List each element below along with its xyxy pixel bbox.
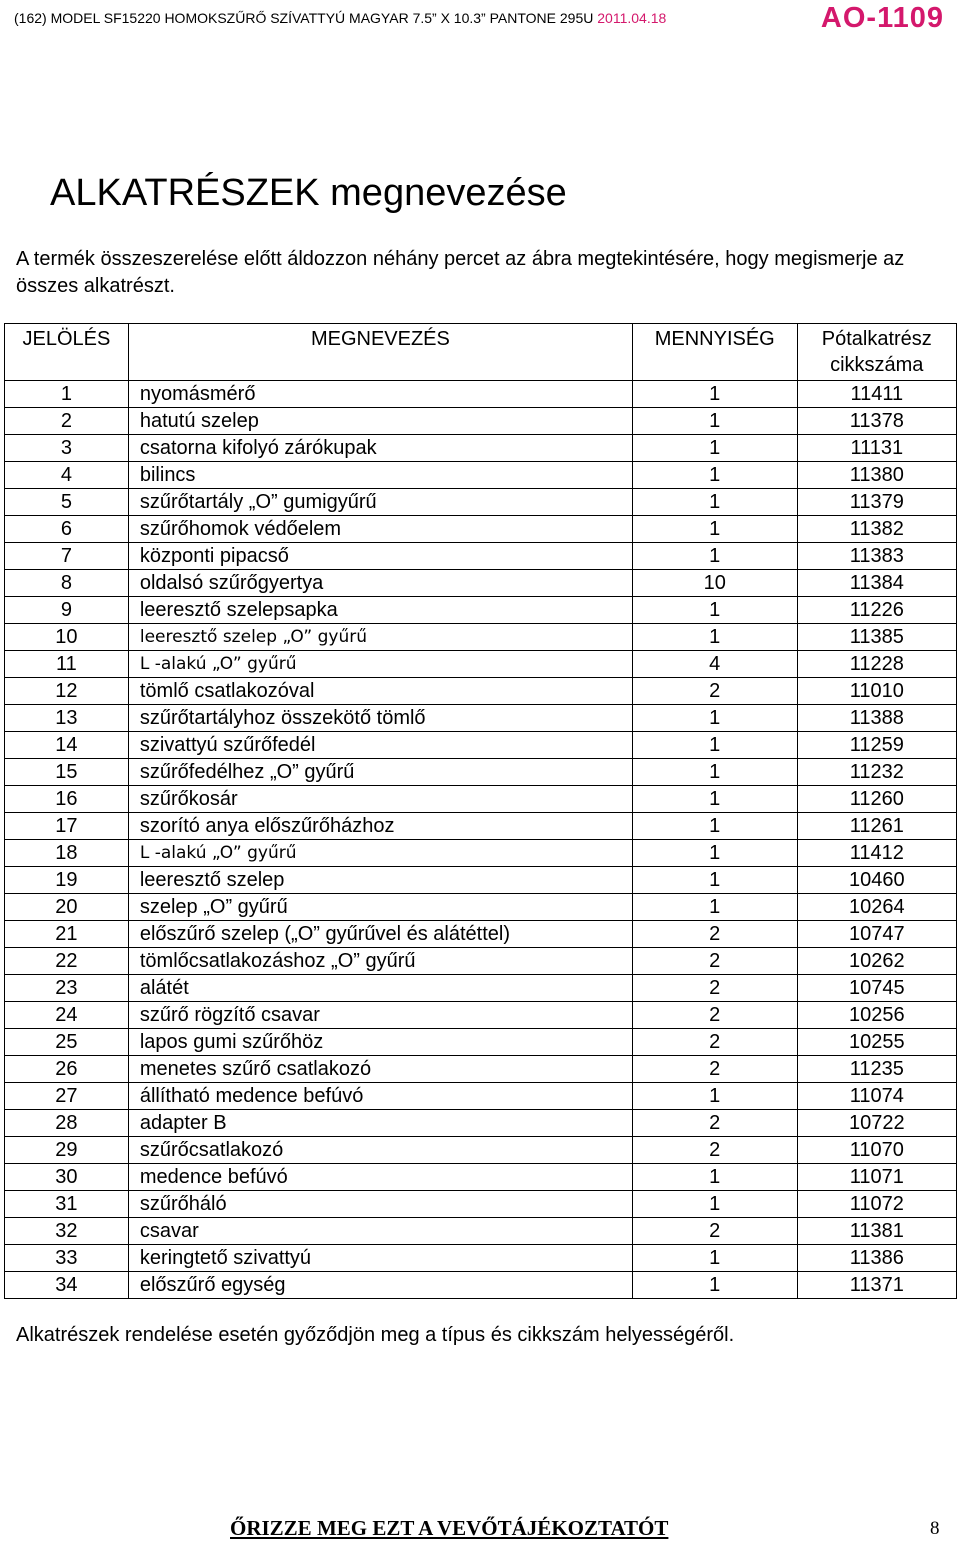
header-part-line1: Pótalkatrész [821, 328, 932, 350]
row-part-number: 11411 [797, 381, 956, 408]
table-row [5, 435, 957, 462]
footer-note: Alkatrészek rendelése esetén győződjön meg a típus és cikkszám helyességéről. [16, 1324, 735, 1346]
row-name: leeresztő szelep „O” gyűrű [128, 624, 632, 651]
row-qty: 1 [632, 705, 797, 732]
row-part-number: 10262 [797, 948, 956, 975]
row-qty: 2 [632, 1137, 797, 1164]
row-qty: 1 [632, 489, 797, 516]
row-part-number: 11384 [797, 570, 956, 597]
header-part-line2: cikkszáma [830, 354, 924, 376]
row-mark: 32 [5, 1218, 129, 1245]
row-part-number: 10255 [797, 1029, 956, 1056]
row-mark: 9 [5, 597, 129, 624]
row-mark: 19 [5, 867, 129, 894]
row-qty: 1 [632, 1083, 797, 1110]
row-name: előszűrő egység [128, 1272, 632, 1299]
table-row [5, 1110, 957, 1137]
row-qty: 1 [632, 894, 797, 921]
row-part-number: 11260 [797, 786, 956, 813]
row-name: csavar [128, 1218, 632, 1245]
row-qty: 1 [632, 381, 797, 408]
row-name: adapter B [128, 1110, 632, 1137]
table-row [5, 705, 957, 732]
row-qty: 4 [632, 651, 797, 678]
row-mark: 34 [5, 1272, 129, 1299]
row-qty: 1 [632, 732, 797, 759]
document-code: AO-1109 [820, 2, 944, 34]
table-row [5, 462, 957, 489]
row-name: szűrőcsatlakozó [128, 1137, 632, 1164]
row-name: szivattyú szűrőfedél [128, 732, 632, 759]
row-mark: 23 [5, 975, 129, 1002]
row-qty: 1 [632, 516, 797, 543]
row-part-number: 11072 [797, 1191, 956, 1218]
row-part-number: 11386 [797, 1245, 956, 1272]
row-qty: 2 [632, 1056, 797, 1083]
row-name: L -alakú „O” gyűrű [128, 651, 632, 678]
table-row [5, 516, 957, 543]
row-mark: 7 [5, 543, 129, 570]
row-qty: 1 [632, 624, 797, 651]
header-model-text: (162) MODEL SF15220 HOMOKSZŰRŐ SZÍVATTYÚ MAGYAR 7.5” X 10.3” PANTONE 295U [14, 10, 598, 26]
row-part-number: 11371 [797, 1272, 956, 1299]
row-name: tömlő csatlakozóval [128, 678, 632, 705]
row-qty: 1 [632, 813, 797, 840]
row-name: szűrőhomok védőelem [128, 516, 632, 543]
table-row [5, 678, 957, 705]
row-part-number: 11412 [797, 840, 956, 867]
table-row [5, 975, 957, 1002]
row-part-number: 11261 [797, 813, 956, 840]
row-mark: 11 [5, 651, 129, 678]
table-row [5, 813, 957, 840]
row-mark: 28 [5, 1110, 129, 1137]
keep-this-notice: ŐRIZZE MEG EZT A VEVŐTÁJÉKOZTATÓT [230, 1516, 669, 1540]
table-row [5, 570, 957, 597]
row-mark: 6 [5, 516, 129, 543]
row-part-number: 11385 [797, 624, 956, 651]
table-row [5, 624, 957, 651]
row-mark: 31 [5, 1191, 129, 1218]
row-part-number: 11071 [797, 1164, 956, 1191]
row-mark: 24 [5, 1002, 129, 1029]
table-row [5, 1191, 957, 1218]
row-qty: 1 [632, 543, 797, 570]
row-name: előszűrő szelep („O” gyűrűvel és alátéttel) [128, 921, 632, 948]
row-part-number: 11378 [797, 408, 956, 435]
row-part-number: 11070 [797, 1137, 956, 1164]
row-mark: 17 [5, 813, 129, 840]
row-mark: 10 [5, 624, 129, 651]
table-row [5, 1029, 957, 1056]
row-name: bilincs [128, 462, 632, 489]
row-qty: 1 [632, 840, 797, 867]
table-row [5, 597, 957, 624]
header-part-number [797, 324, 956, 381]
row-qty: 1 [632, 408, 797, 435]
row-qty: 1 [632, 867, 797, 894]
row-name: keringtető szivattyú [128, 1245, 632, 1272]
row-qty: 1 [632, 1272, 797, 1299]
header-name: MEGNEVEZÉS [128, 324, 632, 381]
row-qty: 2 [632, 1218, 797, 1245]
table-row [5, 1272, 957, 1299]
row-part-number: 11226 [797, 597, 956, 624]
row-part-number: 11131 [797, 435, 956, 462]
row-name: leeresztő szelepsapka [128, 597, 632, 624]
row-name: tömlőcsatlakozáshoz „O” gyűrű [128, 948, 632, 975]
row-name: szűrőfedélhez „O” gyűrű [128, 759, 632, 786]
row-qty: 10 [632, 570, 797, 597]
row-name: menetes szűrő csatlakozó [128, 1056, 632, 1083]
page-header [14, 2, 944, 34]
table-row [5, 732, 957, 759]
row-name: lapos gumi szűrőhöz [128, 1029, 632, 1056]
row-mark: 13 [5, 705, 129, 732]
header-mark: JELÖLÉS [5, 324, 129, 381]
row-name: szelep „O” gyűrű [128, 894, 632, 921]
table-row [5, 489, 957, 516]
table-row [5, 1002, 957, 1029]
table-row [5, 921, 957, 948]
row-mark: 33 [5, 1245, 129, 1272]
row-part-number: 11074 [797, 1083, 956, 1110]
row-mark: 12 [5, 678, 129, 705]
row-name: szűrő rögzítő csavar [128, 1002, 632, 1029]
table-row [5, 948, 957, 975]
table-row [5, 651, 957, 678]
row-qty: 2 [632, 678, 797, 705]
row-name: nyomásmérő [128, 381, 632, 408]
row-mark: 18 [5, 840, 129, 867]
row-name: szorító anya előszűrőházhoz [128, 813, 632, 840]
table-header-row [5, 324, 957, 381]
page-number: 8 [930, 1518, 940, 1539]
row-mark: 1 [5, 381, 129, 408]
row-mark: 30 [5, 1164, 129, 1191]
parts-table [4, 323, 957, 1299]
row-mark: 25 [5, 1029, 129, 1056]
row-qty: 1 [632, 462, 797, 489]
intro-paragraph: A termék összeszerelése előtt áldozzon néhány percet az ábra megtekintésére, hogy megismerje az összes alkatrészt. [16, 248, 905, 297]
row-part-number: 10745 [797, 975, 956, 1002]
row-qty: 1 [632, 597, 797, 624]
table-row [5, 867, 957, 894]
row-mark: 15 [5, 759, 129, 786]
header-qty: MENNYISÉG [632, 324, 797, 381]
row-mark: 8 [5, 570, 129, 597]
row-name: oldalsó szűrőgyertya [128, 570, 632, 597]
row-part-number: 11382 [797, 516, 956, 543]
row-name: medence befúvó [128, 1164, 632, 1191]
row-qty: 1 [632, 759, 797, 786]
row-qty: 2 [632, 975, 797, 1002]
row-qty: 1 [632, 1245, 797, 1272]
row-part-number: 10460 [797, 867, 956, 894]
table-row [5, 894, 957, 921]
table-row [5, 381, 957, 408]
row-qty: 1 [632, 1191, 797, 1218]
row-name: leeresztő szelep [128, 867, 632, 894]
table-row [5, 1056, 957, 1083]
row-mark: 20 [5, 894, 129, 921]
row-name: szűrőkosár [128, 786, 632, 813]
table-row [5, 759, 957, 786]
row-part-number: 10256 [797, 1002, 956, 1029]
row-qty: 2 [632, 1110, 797, 1137]
row-part-number: 11010 [797, 678, 956, 705]
row-part-number: 11383 [797, 543, 956, 570]
row-name: szűrőháló [128, 1191, 632, 1218]
row-part-number: 11381 [797, 1218, 956, 1245]
row-name: szűrőtartály „O” gumigyűrű [128, 489, 632, 516]
row-mark: 21 [5, 921, 129, 948]
row-part-number: 11232 [797, 759, 956, 786]
row-mark: 5 [5, 489, 129, 516]
table-row [5, 1137, 957, 1164]
row-part-number: 11379 [797, 489, 956, 516]
row-name: alátét [128, 975, 632, 1002]
table-row [5, 1083, 957, 1110]
row-mark: 26 [5, 1056, 129, 1083]
table-row [5, 1164, 957, 1191]
row-part-number: 11388 [797, 705, 956, 732]
row-qty: 2 [632, 1029, 797, 1056]
row-part-number: 10722 [797, 1110, 956, 1137]
row-part-number: 11380 [797, 462, 956, 489]
row-mark: 4 [5, 462, 129, 489]
row-qty: 1 [632, 1164, 797, 1191]
table-row [5, 1245, 957, 1272]
header-model-info [14, 10, 666, 26]
row-mark: 29 [5, 1137, 129, 1164]
row-qty: 2 [632, 921, 797, 948]
row-part-number: 11259 [797, 732, 956, 759]
row-qty: 2 [632, 1002, 797, 1029]
row-name: csatorna kifolyó zárókupak [128, 435, 632, 462]
row-qty: 1 [632, 435, 797, 462]
row-part-number: 10264 [797, 894, 956, 921]
row-name: állítható medence befúvó [128, 1083, 632, 1110]
row-name: központi pipacső [128, 543, 632, 570]
row-name: L -alakú „O” gyűrű [128, 840, 632, 867]
table-row [5, 1218, 957, 1245]
table-row [5, 408, 957, 435]
page-title: ALKATRÉSZEK megnevezése [50, 172, 567, 214]
row-mark: 2 [5, 408, 129, 435]
row-qty: 1 [632, 786, 797, 813]
row-name: szűrőtartályhoz összekötő tömlő [128, 705, 632, 732]
row-mark: 27 [5, 1083, 129, 1110]
row-name: hatutú szelep [128, 408, 632, 435]
row-mark: 22 [5, 948, 129, 975]
row-part-number: 10747 [797, 921, 956, 948]
header-date: 2011.04.18 [597, 10, 667, 26]
row-part-number: 11235 [797, 1056, 956, 1083]
row-mark: 3 [5, 435, 129, 462]
row-mark: 14 [5, 732, 129, 759]
table-row [5, 840, 957, 867]
table-row [5, 786, 957, 813]
table-row [5, 543, 957, 570]
row-mark: 16 [5, 786, 129, 813]
row-part-number: 11228 [797, 651, 956, 678]
row-qty: 2 [632, 948, 797, 975]
